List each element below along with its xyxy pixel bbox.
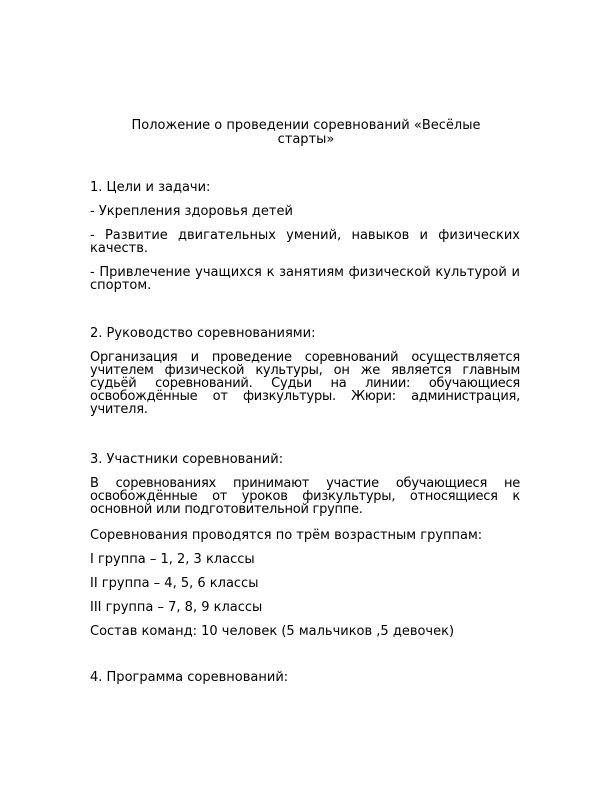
section-3-participants: В соревнованиях принимают участие обучающиеся не освобождённые от уроков физкультуры, относящиеся к основной или подготовительной группе. [90,476,520,517]
section-1-goal-3: - Привлечение учащихся к занятиям физической культурой и спортом. [90,265,520,293]
section-3-group-2: II группа – 4, 5, 6 классы [90,576,259,591]
section-3-heading: 3. Участники соревнований: [90,452,284,467]
section-3-age-groups-intro: Соревнования проводятся по трём возрастным группам: [90,528,483,543]
section-1-goal-1: - Укрепления здоровья детей [90,204,293,219]
section-2-heading: 2. Руководство соревнованиями: [90,326,316,341]
section-1-goal-2: - Развитие двигательных умений, навыков и физических качеств. [90,228,520,256]
section-2-text: Организация и проведение соревнований осуществляется учителем физической культуры, он же является главным судьёй соревнований. Судьи на линии: обучающиеся освобождённые от физкультуры. Жюри: администрация, учителя. [90,350,520,417]
document-title: Положение о проведении соревнований «Весёлые старты» [131,118,481,147]
section-3-group-1: I группа – 1, 2, 3 классы [90,552,255,567]
section-3-group-3: III группа – 7, 8, 9 классы [90,600,263,615]
section-4-heading: 4. Программа соревнований: [90,670,289,685]
section-1-heading: 1. Цели и задачи: [90,180,211,195]
section-3-team-composition: Состав команд: 10 человек (5 мальчиков ,5 девочек) [90,624,455,639]
